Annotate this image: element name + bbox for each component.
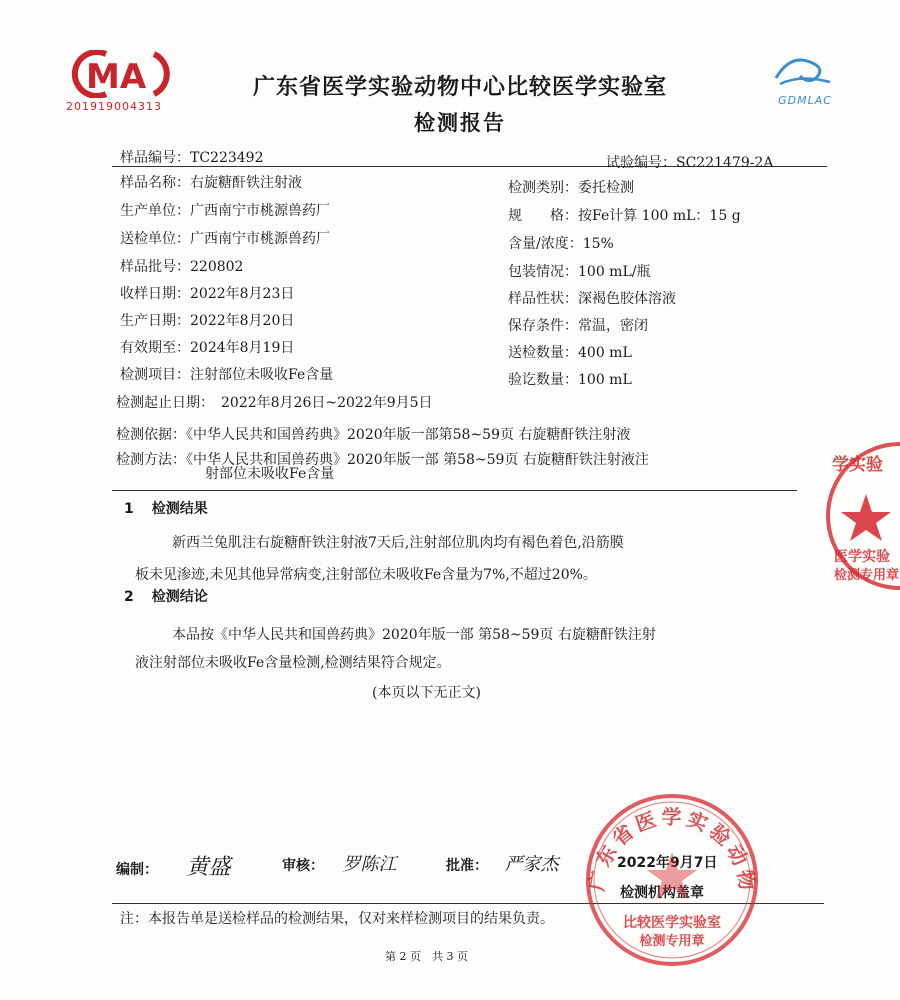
approved-by: 批准： 严家杰 [446, 854, 559, 875]
test-method-line1: 检测方法：《中华人民共和国兽药典》2020年版一部 第58~59页 右旋糖酐铁注射液注 [116, 452, 649, 468]
report-org-title: 广东省医学实验动物中心比较医学实验室 [252, 75, 667, 100]
test-no: 试验编号：SC221479-2A [606, 155, 774, 171]
cma-logo [66, 50, 186, 113]
info-row: 送检数量：400 mL [508, 345, 632, 361]
info-row: 含量/浓度：15% [508, 236, 614, 252]
conclusion-line2: 液注射部位未吸收Fe含量检测,检测结果符合规定。 [135, 655, 451, 671]
conclusion-line1: 本品按《中华人民共和国兽药典》2020年版一部 第58~59页 右旋糖酐铁注射 [172, 627, 656, 643]
info-row: 生产单位：广西南宁市桃源兽药厂 [120, 203, 330, 219]
info-row: 检测类别：委托检测 [508, 180, 634, 196]
side-seal [820, 436, 900, 596]
gdmlac-logo [760, 52, 850, 107]
ma-text: MA [86, 57, 147, 97]
seal-line2: 检测专用章 [639, 934, 705, 949]
stamp-label: 检测机构盖章 [620, 885, 704, 901]
seal-line1: 比较医学实验室 [623, 915, 721, 931]
info-row: 送检单位：广西南宁市桃源兽药厂 [120, 231, 330, 247]
info-row: 生产日期：2022年8月20日 [120, 313, 295, 329]
gdmlac-text: GDMLAC [778, 94, 832, 107]
page-number: 第 2 页 共 3 页 [385, 950, 468, 963]
test-period: 检测起止日期： 2022年8月26日~2022年9月5日 [116, 395, 433, 411]
cma-mark-icon [66, 50, 176, 98]
seal-top-text: 学实验 [832, 455, 883, 475]
official-seal [584, 792, 760, 968]
compiled-by: 编制： 黄盛 [116, 855, 231, 880]
approve-signature: 严家杰 [504, 854, 559, 875]
test-method-line2: 射部位未吸收Fe含量 [205, 466, 335, 482]
seal-bottom-line1: 医学实验 [834, 549, 890, 565]
sample-no: 样品编号：TC223492 [120, 150, 264, 166]
section-result-heading: 1 检测结果 [124, 501, 208, 517]
seal-ring-text: 广东省医学实验动物 [584, 804, 760, 896]
section-conclusion-heading: 2 检测结论 [124, 589, 208, 605]
test-basis: 检测依据：《中华人民共和国兽药典》2020年版一部第58~59页 右旋糖酐铁注射液 [116, 427, 631, 443]
end-of-text-note: (本页以下无正文) [372, 685, 481, 701]
disclaimer-note: 注：本报告单是送检样品的检测结果，仅对来样检测项目的结果负责。 [120, 911, 554, 927]
seal-bottom-line2: 检测专用章 [834, 568, 900, 583]
compiled-signature: 黄盛 [186, 855, 231, 880]
info-row: 保存条件：常温，密闭 [508, 318, 648, 334]
ma-number: 201919004313 [66, 100, 162, 113]
info-row: 收样日期：2022年8月23日 [120, 286, 295, 302]
report-title: 检测报告 [414, 111, 506, 135]
review-signature: 罗陈江 [342, 854, 397, 875]
result-line2: 板未见渗迹,未见其他异常病变,注射部位未吸收Fe含量为7%,不超过20%。 [135, 567, 597, 583]
info-row: 样品名称：右旋糖酐铁注射液 [120, 175, 302, 191]
reviewed-by: 审核： 罗陈江 [282, 854, 397, 875]
info-row: 检测项目：注射部位未吸收Fe含量 [120, 367, 334, 383]
info-row: 规 格：按Fe计算 100 mL：15 g [508, 208, 741, 224]
info-row: 包装情况：100 mL/瓶 [508, 264, 651, 280]
info-row: 验讫数量：100 mL [508, 372, 632, 388]
mid-rule [112, 490, 797, 491]
info-row: 样品性状：深褐色胶体溶液 [508, 291, 676, 307]
result-line1: 新西兰兔肌注右旋糖酐铁注射液7天后,注射部位肌肉均有褐色着色,沿筋膜 [172, 535, 624, 551]
info-row: 有效期至：2024年8月19日 [120, 340, 295, 356]
gdmlac-mark-icon [770, 52, 840, 90]
info-row: 样品批号：220802 [120, 259, 244, 275]
report-date: 2022年9月7日 [617, 855, 718, 871]
